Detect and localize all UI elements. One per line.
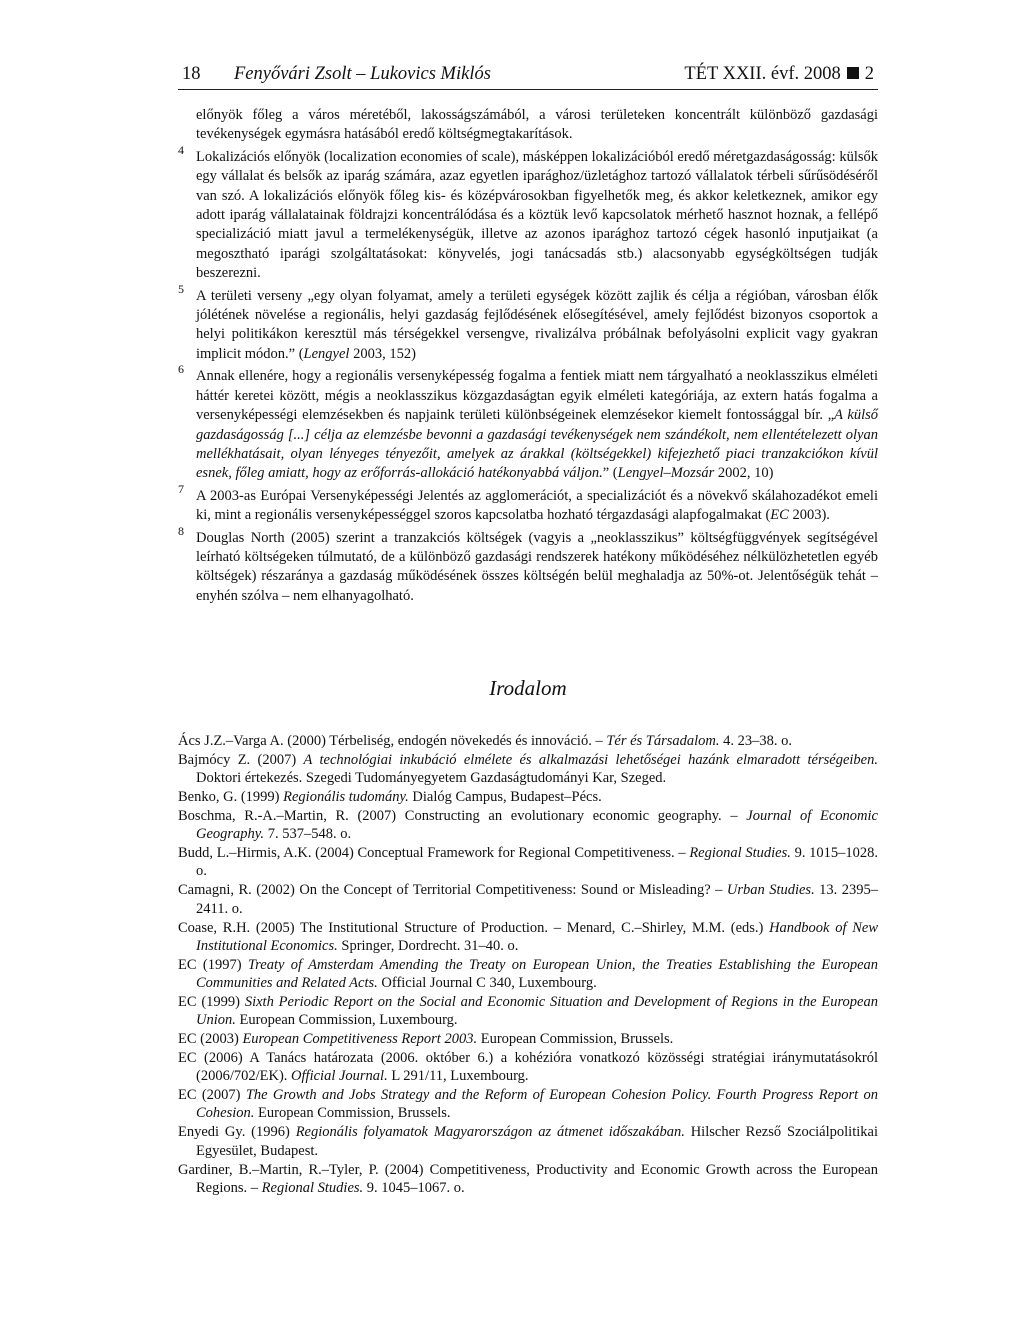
citation-author: Lengyel–Mozsár bbox=[617, 465, 715, 482]
reference-item: Camagni, R. (2002) On the Concept of Territorial Competitiveness: Sound or Misleading? – Urban Studies. 13. 2395–2411. o. bbox=[178, 882, 879, 917]
citation-rest: 2003). bbox=[788, 507, 830, 524]
running-header bbox=[178, 60, 878, 88]
references-heading: Irodalom bbox=[489, 676, 567, 700]
reference-item: EC (1997) Treaty of Amsterdam Amending the Treaty on European Union, the Treaties Establishing the European Communities and Related Acts. Official Journal C 340, Luxembourg. bbox=[178, 956, 879, 992]
reference-item: Ács J.Z.–Varga A. (2000) Térbeliség, endogén növekedés és innováció. – Tér és Társadalom. 4. 23–38. o. bbox=[178, 733, 793, 749]
endnote-4 bbox=[178, 142, 878, 284]
citation-author: Lengyel bbox=[303, 345, 350, 362]
reference-item: Coase, R.H. (2005) The Institutional Structure of Production. – Menard, C.–Shirley, M.M. (eds.) Handbook of New Institutional Economics. Springer, Dordrecht. 31–40. o. bbox=[178, 919, 878, 954]
endnote-number: 5 bbox=[178, 281, 184, 296]
journal-volume: TÉT XXII. évf. 2008 bbox=[684, 64, 841, 84]
citation-rest: 2002, 10) bbox=[714, 465, 774, 482]
reference-item: Boschma, R.-A.–Martin, R. (2007) Constructing an evolutionary economic geography. – Journal of Economic Geography. 7. 537–548. o. bbox=[178, 807, 878, 843]
square-bullet-icon bbox=[847, 67, 859, 79]
running-header-journal bbox=[684, 60, 874, 88]
endnote-8 bbox=[178, 523, 878, 607]
endnote-number: 4 bbox=[178, 142, 184, 157]
endnote-text: Douglas North (2005) szerint a tranzakciós költségek (vagyis a „neoklasszikus” költségfüggvények segítségével leírható költségeken túlmutató, de a különböző gazdasági rendszerek hatékony működéséhez nélkülözhetetlen egyéb költségek) részaránya a gazdaság működésének összes költségén belül meghaladja az 50%-ot. Jelentőségük tehát – enyhén szólva – nem elhanyagolható. bbox=[196, 529, 878, 604]
citation-rest: 2003, 152) bbox=[349, 345, 416, 362]
running-header-authors: Fenyővári Zsolt – Lukovics Miklós bbox=[234, 64, 491, 84]
reference-item: Enyedi Gy. (1996) Regionális folyamatok Magyarországon az átmenet időszakában. Hilscher Rezső Szociálpolitikai Egyesület, Budapest. bbox=[178, 1124, 878, 1159]
endnote-number: 6 bbox=[178, 362, 184, 377]
endnote-quote: A külső gazdaságosság [...] célja az elemzésbe bevonni a gazdasági tevékenységek nem szándékolt, nem ellentételezett olyan mellékhatásait, olyan lényeges tényezőit, amelyek az árakkal (költségekkel) kifejezhető piaci tranzakciókon kívül esnek, főleg amiatt, hogy az erőforrás-allokáció hatékonyabbá váljon. bbox=[196, 407, 878, 482]
reference-item: EC (2003) European Competitiveness Report 2003. European Commission, Brussels. bbox=[178, 1031, 674, 1048]
reference-item: Budd, L.–Hirmis, A.K. (2004) Conceptual Framework for Regional Competitiveness. – Regional Studies. 9. 1015–1028. o. bbox=[178, 845, 879, 880]
reference-item: Benko, G. (1999) Regionális tudomány. Dialóg Campus, Budapest–Pécs. bbox=[178, 789, 602, 806]
endnote-number: 7 bbox=[178, 481, 184, 496]
reference-item: Bajmócy Z. (2007) A technológiai inkubáció elmélete és alkalmazási lehetőségei hazánk elmaradott térségeiben. Doktori értekezés. Szegedi Tudományegyetem Gazdaságtudományi Kar, Szeged. bbox=[178, 751, 878, 787]
endnote-text: A területi verseny „egy olyan folyamat, amely a területi egységek között zajlik és célja a régióban, városban élők jólétének növelése a regionális, helyi gazdaság fejlődésének elősegítésével, amely fejlődést bizonyos csoportok a helyi politikákon keresztül más térségekkel versengve, rivalizálva próbálnak befolyásolni explicit vagy gyakran implicit módon.” ( bbox=[196, 287, 878, 362]
endnote-7 bbox=[178, 481, 878, 526]
reference-item: Gardiner, B.–Martin, R.–Tyler, P. (2004) Competitiveness, Productivity and Economic Growth across the European Regions. – Regional Studies. 9. 1045–1067. o. bbox=[178, 1161, 878, 1196]
endnote-number: 8 bbox=[178, 523, 184, 538]
header-rule bbox=[178, 89, 878, 90]
endnotes bbox=[178, 106, 878, 606]
reference-item: EC (1999) Sixth Periodic Report on the Social and Economic Situation and Development of Regions in the European Union. European Commission, Luxembourg. bbox=[178, 993, 878, 1029]
reference-item: EC (2006) A Tanács határozata (2006. október 6.) a kohézióra vonatkozó közösségi stratégiai iránymutatásokról (2006/702/EK). Official Journal. L 291/11, Luxembourg. bbox=[178, 1049, 878, 1085]
journal-issue: 2 bbox=[864, 64, 874, 84]
endnote-6 bbox=[178, 362, 878, 483]
endnote-text: A 2003-as Európai Versenyképességi Jelentés az agglomerációt, a specializációt és a növekvő skálahozadékot emeli ki, mint a regionális versenyképességgel szoros kapcsolatba hozható térgazdasági alapfogalmakat ( bbox=[196, 487, 878, 524]
page-number: 18 bbox=[182, 64, 201, 84]
endnote-text: Annak ellenére, hogy a regionális versenyképesség fogalma a fentiek miatt nem tárgyalható a neoklasszikus elméleti háttér keretei között, mégis a neoklasszikus közgazdaságtan egyik elméleti kategóriája, az extern hatás fogalma a versenyképességi elemzésekben és napjaink területi különbségeinek elemzésekor kiemelt fontossággal bír. „ bbox=[196, 368, 878, 424]
endnote-text-after: ” ( bbox=[602, 465, 618, 482]
reference-item: EC (2007) The Growth and Jobs Strategy and the Reform of European Cohesion Policy. Fourth Progress Report on Cohesion. European Commission, Brussels. bbox=[178, 1087, 878, 1122]
reference-list bbox=[178, 732, 878, 1198]
endnote-5 bbox=[178, 281, 878, 365]
endnote-text: Lokalizációs előnyök (localization economies of scale), másképpen lokalizációból eredő méretgazdaságosság: külsők egy vállalat és belsők az iparág számára, azaz egyetlen iparághoz/üzletághoz tartozó vállalatok térbeli sűrűsödéséről van szó. A lokalizációs előnyök főleg kis- és középvárosokban figyelhetők meg, és akkor keletkeznek, amikor egy adott iparág vállalatainak földrajzi koncentrálódása és a köztük levő kapcsolatok mérhető hasznot hoznak, a fellépő specializáció miatt javul a termelékenységük, illetve az azonos iparághoz tartozó cégek hasonló inputjaikat (a megosztható iparági szolgáltatásokat: könyvelés, jogi tanácsadás stb.) alacsonyabb egységköltségen tudják beszerezni. bbox=[196, 148, 878, 282]
endnote-continuation: előnyök főleg a város méretéből, lakosságszámából, a városi területeken koncentrált különböző gazdasági tevékenységek egymásra hatásából eredő költségmegtakarítások. bbox=[196, 107, 878, 143]
citation-author: EC bbox=[770, 507, 789, 524]
